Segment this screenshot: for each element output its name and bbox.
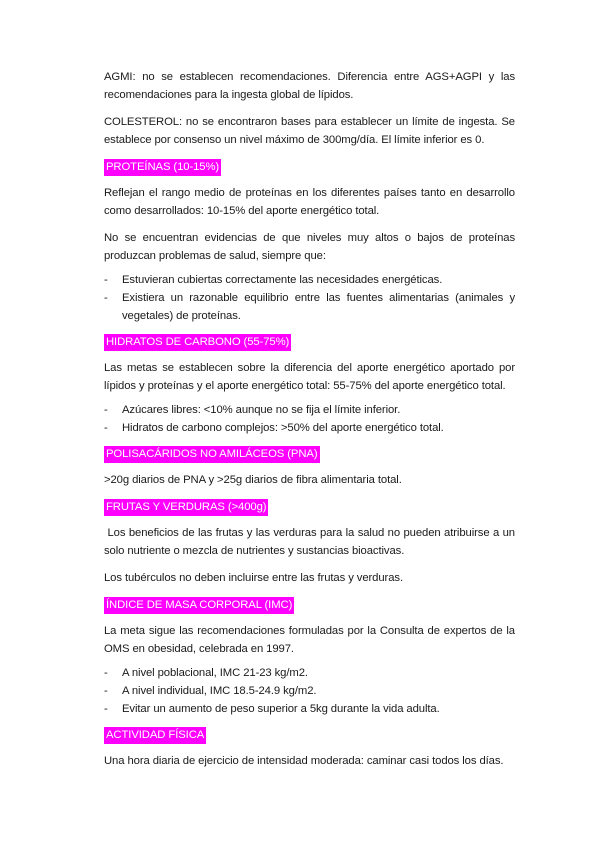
- heading-pna: POLISACÁRIDOS NO AMILÁCEOS (PNA): [104, 446, 320, 463]
- paragraph-frutas-2: Los tubérculos no deben incluirse entre las frutas y verduras.: [104, 572, 403, 584]
- list-item: - Existiera un razonable equilibrio entre las fuentes alimentarias (animales y vegetales) de proteínas.: [104, 289, 515, 325]
- heading-proteinas: PROTEÍNAS (10-15%): [104, 159, 221, 176]
- list-item: - Azúcares libres: <10% aunque no se fija el límite inferior.: [104, 401, 515, 419]
- paragraph-proteinas-1: Reflejan el rango medio de proteínas en los diferentes países tanto en desarrollo como desarrollados: 10-15% del aporte energético total.: [104, 187, 515, 217]
- list-item: - A nivel poblacional, IMC 21-23 kg/m2.: [104, 664, 515, 682]
- list-item: - Evitar un aumento de peso superior a 5kg durante la vida adulta.: [104, 700, 515, 718]
- list-hidratos: [104, 401, 515, 437]
- paragraph-colesterol: COLESTEROL: no se encontraron bases para establecer un límite de ingesta. Se establece por consenso un nivel máximo de 300mg/día. El límite inferior es 0.: [104, 116, 515, 146]
- paragraph-agmi: AGMI: no se establecen recomendaciones. Diferencia entre AGS+AGPI y las recomendaciones para la ingesta global de lípidos.: [104, 71, 515, 101]
- heading-actividad: ACTIVIDAD FÍSICA: [104, 727, 206, 744]
- heading-hidratos: HIDRATOS DE CARBONO (55-75%): [104, 334, 291, 351]
- list-imc: [104, 664, 515, 718]
- list-item: - Estuvieran cubiertas correctamente las necesidades energéticas.: [104, 271, 515, 289]
- heading-frutas: FRUTAS Y VERDURAS (>400g): [104, 499, 268, 516]
- paragraph-hidratos: Las metas se establecen sobre la diferencia del aporte energético aportado por lípidos y proteínas y el aporte energético total: 55-75% del aporte energético total.: [104, 362, 515, 392]
- paragraph-pna: >20g diarios de PNA y >25g diarios de fibra alimentaria total.: [104, 474, 402, 486]
- heading-imc: ÍNDICE DE MASA CORPORAL (IMC): [104, 597, 294, 614]
- list-item: - A nivel individual, IMC 18.5-24.9 kg/m2.: [104, 682, 515, 700]
- list-proteinas: [104, 271, 515, 325]
- paragraph-imc: La meta sigue las recomendaciones formuladas por la Consulta de expertos de la OMS en obesidad, celebrada en 1997.: [104, 625, 515, 655]
- list-item: - Hidratos de carbono complejos: >50% del aporte energético total.: [104, 419, 515, 437]
- paragraph-frutas-1: Los beneficios de las frutas y las verduras para la salud no pueden atribuirse a un solo nutriente o mezcla de nutrientes y sustancias bioactivas.: [104, 527, 519, 557]
- paragraph-actividad: Una hora diaria de ejercicio de intensidad moderada: caminar casi todos los días.: [104, 755, 504, 767]
- paragraph-proteinas-2: No se encuentran evidencias de que niveles muy altos o bajos de proteínas produzcan problemas de salud, siempre que:: [104, 232, 515, 262]
